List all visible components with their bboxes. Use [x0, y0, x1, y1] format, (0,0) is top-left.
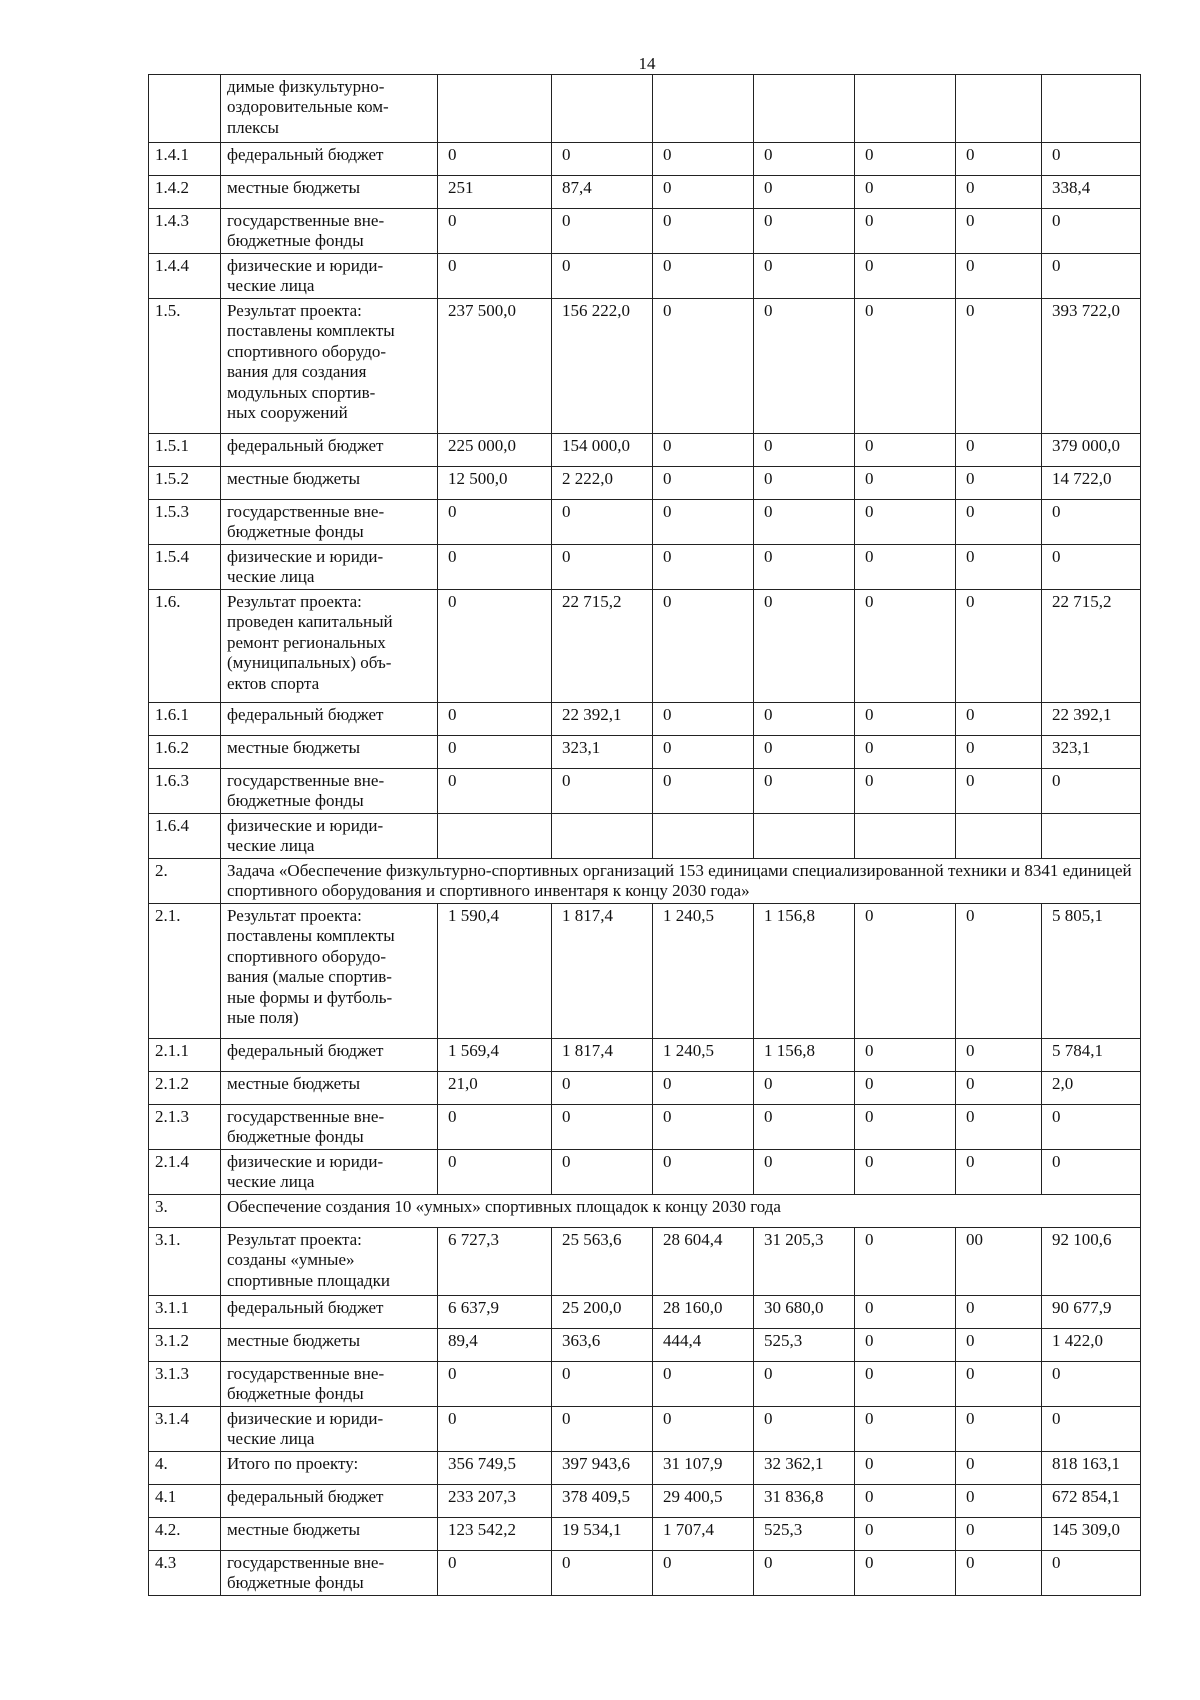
row-label: физические и юриди- ческие лица	[221, 814, 438, 859]
value-cell: 0	[754, 1362, 855, 1407]
row-label: Результат проекта: созданы «умные» спортивные площадки	[221, 1228, 438, 1296]
value-cell: 0	[653, 143, 754, 176]
value-cell: 0	[956, 176, 1042, 209]
value-cell: 0	[552, 1150, 653, 1195]
row-label: местные бюджеты	[221, 1072, 438, 1105]
value-cell: 0	[855, 1407, 956, 1452]
value-cell: 0	[653, 703, 754, 736]
value-cell: 0	[438, 769, 552, 814]
value-cell	[438, 814, 552, 859]
value-cell: 0	[754, 143, 855, 176]
value-cell: 22 715,2	[552, 590, 653, 703]
value-cell: 0	[754, 1150, 855, 1195]
value-cell: 363,6	[552, 1329, 653, 1362]
value-cell: 0	[754, 254, 855, 299]
row-number: 1.6.	[149, 590, 221, 703]
total-cell: 323,1	[1042, 736, 1141, 769]
total-cell: 338,4	[1042, 176, 1141, 209]
value-cell: 2 222,0	[552, 467, 653, 500]
value-cell: 29 400,5	[653, 1485, 754, 1518]
total-cell: 5 805,1	[1042, 904, 1141, 1039]
value-cell: 233 207,3	[438, 1485, 552, 1518]
value-cell: 0	[956, 545, 1042, 590]
value-cell: 0	[653, 590, 754, 703]
value-cell	[754, 814, 855, 859]
value-cell: 28 160,0	[653, 1296, 754, 1329]
value-cell: 356 749,5	[438, 1452, 552, 1485]
value-cell	[956, 75, 1042, 143]
value-cell: 0	[956, 769, 1042, 814]
row-number: 2.1.3	[149, 1105, 221, 1150]
table-row	[149, 467, 1141, 500]
table-row	[149, 176, 1141, 209]
value-cell: 0	[855, 209, 956, 254]
value-cell: 0	[653, 1150, 754, 1195]
value-cell: 0	[855, 1150, 956, 1195]
value-cell: 225 000,0	[438, 434, 552, 467]
value-cell: 0	[855, 1228, 956, 1296]
value-cell	[552, 814, 653, 859]
value-cell: 0	[956, 736, 1042, 769]
row-number: 1.5.1	[149, 434, 221, 467]
value-cell: 0	[855, 467, 956, 500]
row-number: 1.6.2	[149, 736, 221, 769]
value-cell: 0	[855, 1452, 956, 1485]
value-cell: 0	[754, 434, 855, 467]
table-row	[149, 859, 1141, 904]
total-cell: 0	[1042, 254, 1141, 299]
table-row	[149, 1150, 1141, 1195]
value-cell: 251	[438, 176, 552, 209]
value-cell: 0	[855, 590, 956, 703]
table-row	[149, 1362, 1141, 1407]
value-cell: 0	[855, 143, 956, 176]
total-cell: 90 677,9	[1042, 1296, 1141, 1329]
value-cell: 0	[956, 1518, 1042, 1551]
value-cell: 0	[653, 1072, 754, 1105]
value-cell: 25 563,6	[552, 1228, 653, 1296]
value-cell: 444,4	[653, 1329, 754, 1362]
total-cell: 92 100,6	[1042, 1228, 1141, 1296]
value-cell	[754, 75, 855, 143]
row-label: местные бюджеты	[221, 1518, 438, 1551]
value-cell: 0	[956, 1105, 1042, 1150]
value-cell: 21,0	[438, 1072, 552, 1105]
row-number: 1.5.3	[149, 500, 221, 545]
value-cell: 0	[956, 904, 1042, 1039]
total-cell: 0	[1042, 1105, 1141, 1150]
total-cell: 818 163,1	[1042, 1452, 1141, 1485]
value-cell	[438, 75, 552, 143]
value-cell: 0	[754, 176, 855, 209]
value-cell: 0	[956, 703, 1042, 736]
value-cell: 0	[552, 1362, 653, 1407]
value-cell: 0	[956, 590, 1042, 703]
value-cell: 0	[438, 254, 552, 299]
table-row	[149, 904, 1141, 1039]
table-row	[149, 703, 1141, 736]
value-cell: 0	[552, 143, 653, 176]
total-cell: 145 309,0	[1042, 1518, 1141, 1551]
row-number: 3.1.3	[149, 1362, 221, 1407]
table-row	[149, 1105, 1141, 1150]
value-cell: 0	[754, 299, 855, 434]
row-label: государственные вне- бюджетные фонды	[221, 500, 438, 545]
row-label: государственные вне- бюджетные фонды	[221, 1362, 438, 1407]
table-row	[149, 1452, 1141, 1485]
row-label: димые физкультурно- оздоровительные ком- плексы	[221, 75, 438, 143]
table-row	[149, 1228, 1141, 1296]
row-number: 2.1.	[149, 904, 221, 1039]
value-cell: 0	[653, 176, 754, 209]
total-cell: 0	[1042, 209, 1141, 254]
value-cell: 0	[754, 500, 855, 545]
value-cell: 1 817,4	[552, 1039, 653, 1072]
table-row	[149, 1296, 1141, 1329]
row-number: 4.	[149, 1452, 221, 1485]
value-cell: 0	[855, 176, 956, 209]
table-row	[149, 1039, 1141, 1072]
value-cell: 0	[956, 1150, 1042, 1195]
value-cell: 25 200,0	[552, 1296, 653, 1329]
table-row	[149, 254, 1141, 299]
value-cell: 0	[855, 904, 956, 1039]
budget-table-body	[149, 75, 1141, 1596]
row-label: федеральный бюджет	[221, 1039, 438, 1072]
value-cell: 0	[438, 1407, 552, 1452]
value-cell: 0	[552, 254, 653, 299]
total-cell: 0	[1042, 500, 1141, 545]
value-cell: 0	[956, 1362, 1042, 1407]
value-cell: 0	[855, 254, 956, 299]
table-row	[149, 545, 1141, 590]
value-cell: 0	[754, 736, 855, 769]
value-cell: 89,4	[438, 1329, 552, 1362]
table-row	[149, 590, 1141, 703]
value-cell: 0	[438, 1105, 552, 1150]
value-cell: 12 500,0	[438, 467, 552, 500]
value-cell: 0	[653, 434, 754, 467]
value-cell: 0	[653, 254, 754, 299]
row-label: государственные вне- бюджетные фонды	[221, 209, 438, 254]
page-number: 14	[638, 54, 656, 73]
value-cell: 0	[855, 1551, 956, 1596]
value-cell: 0	[552, 1105, 653, 1150]
row-label: физические и юриди- ческие лица	[221, 1150, 438, 1195]
total-cell	[1042, 814, 1141, 859]
value-cell: 1 569,4	[438, 1039, 552, 1072]
value-cell: 323,1	[552, 736, 653, 769]
table-row	[149, 209, 1141, 254]
total-cell: 22 715,2	[1042, 590, 1141, 703]
value-cell: 0	[855, 736, 956, 769]
value-cell: 0	[653, 736, 754, 769]
value-cell: 0	[956, 299, 1042, 434]
value-cell: 6 637,9	[438, 1296, 552, 1329]
row-number: 2.1.1	[149, 1039, 221, 1072]
total-cell: 2,0	[1042, 1072, 1141, 1105]
value-cell: 378 409,5	[552, 1485, 653, 1518]
row-number: 2.1.4	[149, 1150, 221, 1195]
value-cell: 31 107,9	[653, 1452, 754, 1485]
row-number: 1.5.4	[149, 545, 221, 590]
value-cell: 123 542,2	[438, 1518, 552, 1551]
table-row	[149, 736, 1141, 769]
row-label: федеральный бюджет	[221, 434, 438, 467]
row-number: 3.1.1	[149, 1296, 221, 1329]
value-cell: 0	[754, 1551, 855, 1596]
value-cell: 0	[855, 434, 956, 467]
table-row	[149, 1485, 1141, 1518]
value-cell: 31 836,8	[754, 1485, 855, 1518]
row-label: федеральный бюджет	[221, 1296, 438, 1329]
value-cell: 28 604,4	[653, 1228, 754, 1296]
row-label: физические и юриди- ческие лица	[221, 254, 438, 299]
table-row	[149, 1551, 1141, 1596]
value-cell: 0	[855, 1518, 956, 1551]
value-cell: 0	[956, 1485, 1042, 1518]
value-cell: 0	[552, 500, 653, 545]
value-cell: 0	[438, 590, 552, 703]
row-label: Итого по проекту:	[221, 1452, 438, 1485]
table-row	[149, 1072, 1141, 1105]
total-cell	[1042, 75, 1141, 143]
value-cell: 0	[653, 467, 754, 500]
total-cell: 14 722,0	[1042, 467, 1141, 500]
row-label: государственные вне- бюджетные фонды	[221, 769, 438, 814]
total-cell: 0	[1042, 1150, 1141, 1195]
row-label: государственные вне- бюджетные фонды	[221, 1105, 438, 1150]
value-cell: 0	[653, 1407, 754, 1452]
table-row	[149, 814, 1141, 859]
value-cell: 0	[956, 1329, 1042, 1362]
row-number: 1.6.4	[149, 814, 221, 859]
row-number: 3.1.2	[149, 1329, 221, 1362]
row-number: 1.4.3	[149, 209, 221, 254]
total-cell: 1 422,0	[1042, 1329, 1141, 1362]
row-number: 3.1.	[149, 1228, 221, 1296]
value-cell: 0	[552, 209, 653, 254]
value-cell: 0	[653, 1362, 754, 1407]
total-cell: 672 854,1	[1042, 1485, 1141, 1518]
value-cell: 525,3	[754, 1329, 855, 1362]
value-cell: 0	[552, 1072, 653, 1105]
value-cell: 0	[438, 1362, 552, 1407]
value-cell: 0	[956, 209, 1042, 254]
value-cell: 0	[855, 1296, 956, 1329]
table-row	[149, 1407, 1141, 1452]
value-cell: 1 590,4	[438, 904, 552, 1039]
value-cell: 0	[754, 1105, 855, 1150]
value-cell: 0	[552, 1407, 653, 1452]
value-cell: 0	[754, 1072, 855, 1105]
row-label: местные бюджеты	[221, 736, 438, 769]
table-row	[149, 1195, 1141, 1228]
row-number: 4.1	[149, 1485, 221, 1518]
value-cell: 397 943,6	[552, 1452, 653, 1485]
value-cell: 0	[754, 769, 855, 814]
row-number: 1.4.4	[149, 254, 221, 299]
row-number: 1.6.1	[149, 703, 221, 736]
value-cell: 0	[855, 1072, 956, 1105]
value-cell: 0	[754, 545, 855, 590]
value-cell: 0	[956, 1296, 1042, 1329]
row-label: государственные вне- бюджетные фонды	[221, 1551, 438, 1596]
value-cell: 0	[438, 1150, 552, 1195]
value-cell: 0	[438, 736, 552, 769]
value-cell: 0	[552, 1551, 653, 1596]
value-cell: 87,4	[552, 176, 653, 209]
total-cell: 0	[1042, 1362, 1141, 1407]
row-number: 1.6.3	[149, 769, 221, 814]
value-cell: 0	[438, 703, 552, 736]
value-cell: 237 500,0	[438, 299, 552, 434]
value-cell: 0	[956, 143, 1042, 176]
row-label: федеральный бюджет	[221, 1485, 438, 1518]
value-cell: 0	[956, 1551, 1042, 1596]
value-cell: 0	[956, 1407, 1042, 1452]
value-cell: 0	[956, 254, 1042, 299]
table-row	[149, 1518, 1141, 1551]
value-cell: 0	[438, 209, 552, 254]
value-cell: 0	[438, 500, 552, 545]
value-cell	[552, 75, 653, 143]
value-cell: 22 392,1	[552, 703, 653, 736]
value-cell: 0	[653, 299, 754, 434]
value-cell	[956, 814, 1042, 859]
task-heading: Обеспечение создания 10 «умных» спортивных площадок к концу 2030 года	[221, 1195, 1141, 1228]
value-cell: 30 680,0	[754, 1296, 855, 1329]
row-number: 4.2.	[149, 1518, 221, 1551]
row-number: 2.	[149, 859, 221, 904]
table-row	[149, 769, 1141, 814]
value-cell: 0	[754, 1407, 855, 1452]
value-cell: 0	[855, 545, 956, 590]
value-cell: 0	[855, 1362, 956, 1407]
row-label: Результат проекта: поставлены комплекты спортивного оборудо- вания (малые спортив- ные формы и футболь- ные поля)	[221, 904, 438, 1039]
value-cell: 19 534,1	[552, 1518, 653, 1551]
value-cell: 0	[956, 434, 1042, 467]
value-cell: 0	[653, 209, 754, 254]
total-cell: 379 000,0	[1042, 434, 1141, 467]
value-cell: 0	[754, 590, 855, 703]
value-cell: 31 205,3	[754, 1228, 855, 1296]
value-cell: 1 156,8	[754, 904, 855, 1039]
value-cell: 0	[754, 209, 855, 254]
value-cell: 0	[956, 467, 1042, 500]
value-cell: 6 727,3	[438, 1228, 552, 1296]
value-cell: 0	[438, 143, 552, 176]
value-cell: 1 156,8	[754, 1039, 855, 1072]
total-cell: 22 392,1	[1042, 703, 1141, 736]
total-cell: 0	[1042, 545, 1141, 590]
row-label: Результат проекта: проведен капитальный ремонт региональных (муниципальных) объ- ектов спорта	[221, 590, 438, 703]
row-label: местные бюджеты	[221, 1329, 438, 1362]
value-cell: 0	[956, 1452, 1042, 1485]
value-cell: 0	[855, 703, 956, 736]
value-cell: 1 240,5	[653, 1039, 754, 1072]
value-cell: 1 707,4	[653, 1518, 754, 1551]
row-number: 4.3	[149, 1551, 221, 1596]
value-cell: 0	[754, 703, 855, 736]
value-cell: 0	[956, 1039, 1042, 1072]
row-label: физические и юриди- ческие лица	[221, 545, 438, 590]
row-label: местные бюджеты	[221, 467, 438, 500]
value-cell: 0	[653, 1551, 754, 1596]
row-label: федеральный бюджет	[221, 703, 438, 736]
table-row	[149, 143, 1141, 176]
row-label: федеральный бюджет	[221, 143, 438, 176]
value-cell	[653, 814, 754, 859]
total-cell: 5 784,1	[1042, 1039, 1141, 1072]
value-cell: 32 362,1	[754, 1452, 855, 1485]
row-number: 1.4.1	[149, 143, 221, 176]
row-number: 1.5.	[149, 299, 221, 434]
value-cell: 0	[855, 1039, 956, 1072]
value-cell: 0	[855, 299, 956, 434]
value-cell	[855, 814, 956, 859]
value-cell: 0	[653, 545, 754, 590]
value-cell: 0	[552, 769, 653, 814]
table-row	[149, 500, 1141, 545]
value-cell: 0	[855, 769, 956, 814]
row-number: 3.	[149, 1195, 221, 1228]
total-cell: 0	[1042, 143, 1141, 176]
value-cell: 154 000,0	[552, 434, 653, 467]
value-cell: 0	[956, 500, 1042, 545]
row-number: 3.1.4	[149, 1407, 221, 1452]
table-row	[149, 1329, 1141, 1362]
row-number: 1.5.2	[149, 467, 221, 500]
total-cell: 0	[1042, 769, 1141, 814]
row-label: местные бюджеты	[221, 176, 438, 209]
value-cell: 0	[855, 500, 956, 545]
total-cell: 0	[1042, 1551, 1141, 1596]
total-cell: 393 722,0	[1042, 299, 1141, 434]
value-cell: 0	[653, 500, 754, 545]
value-cell: 525,3	[754, 1518, 855, 1551]
value-cell: 0	[653, 1105, 754, 1150]
value-cell: 0	[438, 1551, 552, 1596]
value-cell: 0	[653, 769, 754, 814]
value-cell	[855, 75, 956, 143]
value-cell: 0	[956, 1072, 1042, 1105]
budget-table	[148, 74, 1141, 1596]
value-cell: 1 240,5	[653, 904, 754, 1039]
row-label: Результат проекта: поставлены комплекты спортивного оборудо- вания для создания модульных спортив- ных сооружений	[221, 299, 438, 434]
table-row	[149, 75, 1141, 143]
task-heading: Задача «Обеспечение физкультурно-спортивных организаций 153 единицами специализированной техники и 8341 единицей спортивного оборудования и спортивного инвентаря к концу 2030 года»	[221, 859, 1141, 904]
value-cell: 0	[754, 467, 855, 500]
row-number: 2.1.2	[149, 1072, 221, 1105]
value-cell: 0	[438, 545, 552, 590]
table-row	[149, 434, 1141, 467]
value-cell: 0	[855, 1329, 956, 1362]
value-cell: 00	[956, 1228, 1042, 1296]
value-cell: 1 817,4	[552, 904, 653, 1039]
value-cell: 0	[855, 1105, 956, 1150]
value-cell: 0	[552, 545, 653, 590]
value-cell	[653, 75, 754, 143]
value-cell: 156 222,0	[552, 299, 653, 434]
row-number	[149, 75, 221, 143]
table-row	[149, 299, 1141, 434]
total-cell: 0	[1042, 1407, 1141, 1452]
row-number: 1.4.2	[149, 176, 221, 209]
row-label: физические и юриди- ческие лица	[221, 1407, 438, 1452]
value-cell: 0	[855, 1485, 956, 1518]
